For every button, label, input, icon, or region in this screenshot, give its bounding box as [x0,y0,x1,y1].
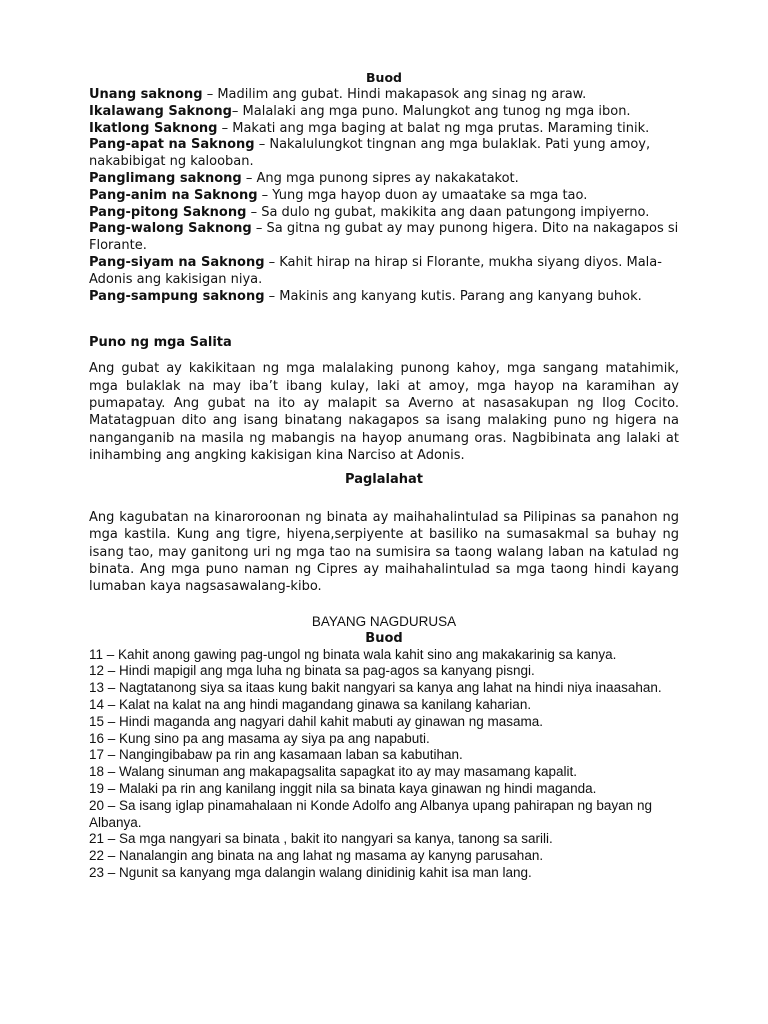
stanza-10 [89,289,679,306]
list-item: 22 – Nanalangin ang binata na ang lahat ng masama ay kanyng parusahan. [89,848,544,864]
stanza-text: – Sa dulo ng gubat, makikita ang daan patungong impiyerno. [246,204,650,220]
list-item: 19 – Malaki pa rin ang kanilang inggit nila sa binata kaya ginawan ng hindi maganda. [89,781,597,796]
stanza-1 [89,87,679,104]
buod-heading: Buod [366,70,402,85]
stanza-3 [89,121,679,138]
section-title: BAYANG NAGDURUSA [311,613,457,629]
stanza-text: – Nakalulungkot tingnan ang mga bulaklak. Pati yung amoy, nakabibigat ng kalooban. [89,137,651,170]
stanza-label: Pang-walong Saknong [89,221,252,237]
stanza-text: – Makati ang mga baging at balat ng mga prutas. Maraming tinik. [217,120,650,136]
stanza-label: Ikatlong Saknong [89,120,218,136]
stanza-5 [89,171,679,188]
stanza-8 [89,221,679,255]
list-item: 16 – Kung sino pa ang masama ay siya pa ang napabuti. [89,730,430,746]
list-item: 23 – Ngunit sa kanyang mga dalangin walang dinidinig kahit isa man lang. [89,864,532,880]
list-item: 11 – Kahit anong gawing pag-ungol ng binata wala kahit sino ang makakarinig sa kanya. [89,646,617,662]
stanza-4 [89,137,679,171]
stanza-text: – Yung mga hayop duon ay umaatake sa mga tao. [257,187,588,203]
stanza-2 [89,104,679,121]
list-item: 15 – Hindi maganda ang nagyari dahil kahit mabuti ay ginawan ng masama. [89,713,544,729]
document-page [89,70,679,882]
stanza-label: Pang-siyam na Saknong [89,254,265,270]
stanza-6 [89,188,679,205]
list-item: 21 – Sa mga nangyari sa binata , bakit ito nangyari sa kanya, tanong sa sarili. [89,831,553,847]
stanza-label: Unang saknong [89,87,203,102]
stanza-label: Pang-sampung saknong [89,288,265,304]
summary-list [89,647,679,882]
stanza-7 [89,205,679,222]
stanza-text: – Madilim ang gubat. Hindi makapasok ang sinag ng araw. [202,87,587,102]
stanza-text: – Makinis ang kanyang kutis. Parang ang kanyang buhok. [264,288,642,304]
puno-paragraph: Ang gubat ay kakikitaan ng mga malalaking punong kahoy, mga sangang matahimik, mga bulaklak na may iba’t ibang kulay, laki at amoy, mga hayop na karamihan ay pumapatay. Ang gubat na ito ay malapit sa Averno at nasasakupan ng Ilog Cocito. Matatagpuan dito ang isang binatang nakagapos sa isang malaking puno ng higera na nanganganib na masila ng mabangis na hayop anumang oras. Nagbibinata ang lalaki at inihambing ang angking kakisigan kina Narciso at Adonis. [89,361,679,463]
list-item: 13 – Nagtatanong siya sa itaas kung bakit nangyari sa kanya ang lahat na hindi niya inaasahan. [89,680,662,696]
stanza-9 [89,255,679,289]
paglalahat-paragraph: Ang kagubatan na kinaroroonan ng binata ay maihahalintulad sa Pilipinas sa panahon ng mga kastila. Kung ang tigre, hiyena,serpiyente at basiliko na sumasakmal sa buhay ng isang tao, may ganitong uri ng mga tao na sumisira sa taong walang laban na katulad ng binata. Ang mga puno naman ng Cipres ay maihahalintulad sa mga taong hindi kayang lumaban kaya nagsasawalang-kibo. [89,510,679,595]
stanza-text: – Malalaki ang mga puno. Malungkot ang tunog ng mga ibon. [231,103,631,119]
stanza-text: – Ang mga punong sipres ay nakakatakot. [241,170,519,186]
stanza-list [89,87,679,305]
puno-heading: Puno ng mga Salita [89,335,232,351]
stanza-label: Pang-apat na Saknong [89,137,255,153]
buod-heading-2: Buod [365,630,403,646]
stanza-label: Panglimang saknong [89,170,242,186]
list-item: 14 – Kalat na kalat na ang hindi magandang ginawa sa kanilang kaharian. [89,697,532,713]
stanza-label: Pang-pitong Saknong [89,204,247,220]
list-item: 12 – Hindi mapigil ang mga luha ng binata sa pag-agos sa kanyang pisngi. [89,663,535,679]
list-item: 18 – Walang sinuman ang makapagsalita sapagkat ito ay may masamang kapalit. [89,764,578,780]
stanza-label: Ikalawang Saknong [89,103,232,119]
stanza-text: – Kahit hirap na hirap si Florante, mukha siyang diyos. Mala-Adonis ang kakisigan niya. [89,254,662,287]
list-item: 20 – Sa isang iglap pinamahalaan ni Konde Adolfo ang Albanya upang pahirapan ng bayan ng Albanya. [89,797,652,830]
paglalahat-heading: Paglalahat [345,472,423,488]
list-item: 17 – Nangingibabaw pa rin ang kasamaan laban sa kabutihan. [89,747,463,763]
stanza-label: Pang-anim na Saknong [89,187,258,203]
stanza-text: – Sa gitna ng gubat ay may punong higera. Dito na nakagapos si Florante. [89,221,679,254]
